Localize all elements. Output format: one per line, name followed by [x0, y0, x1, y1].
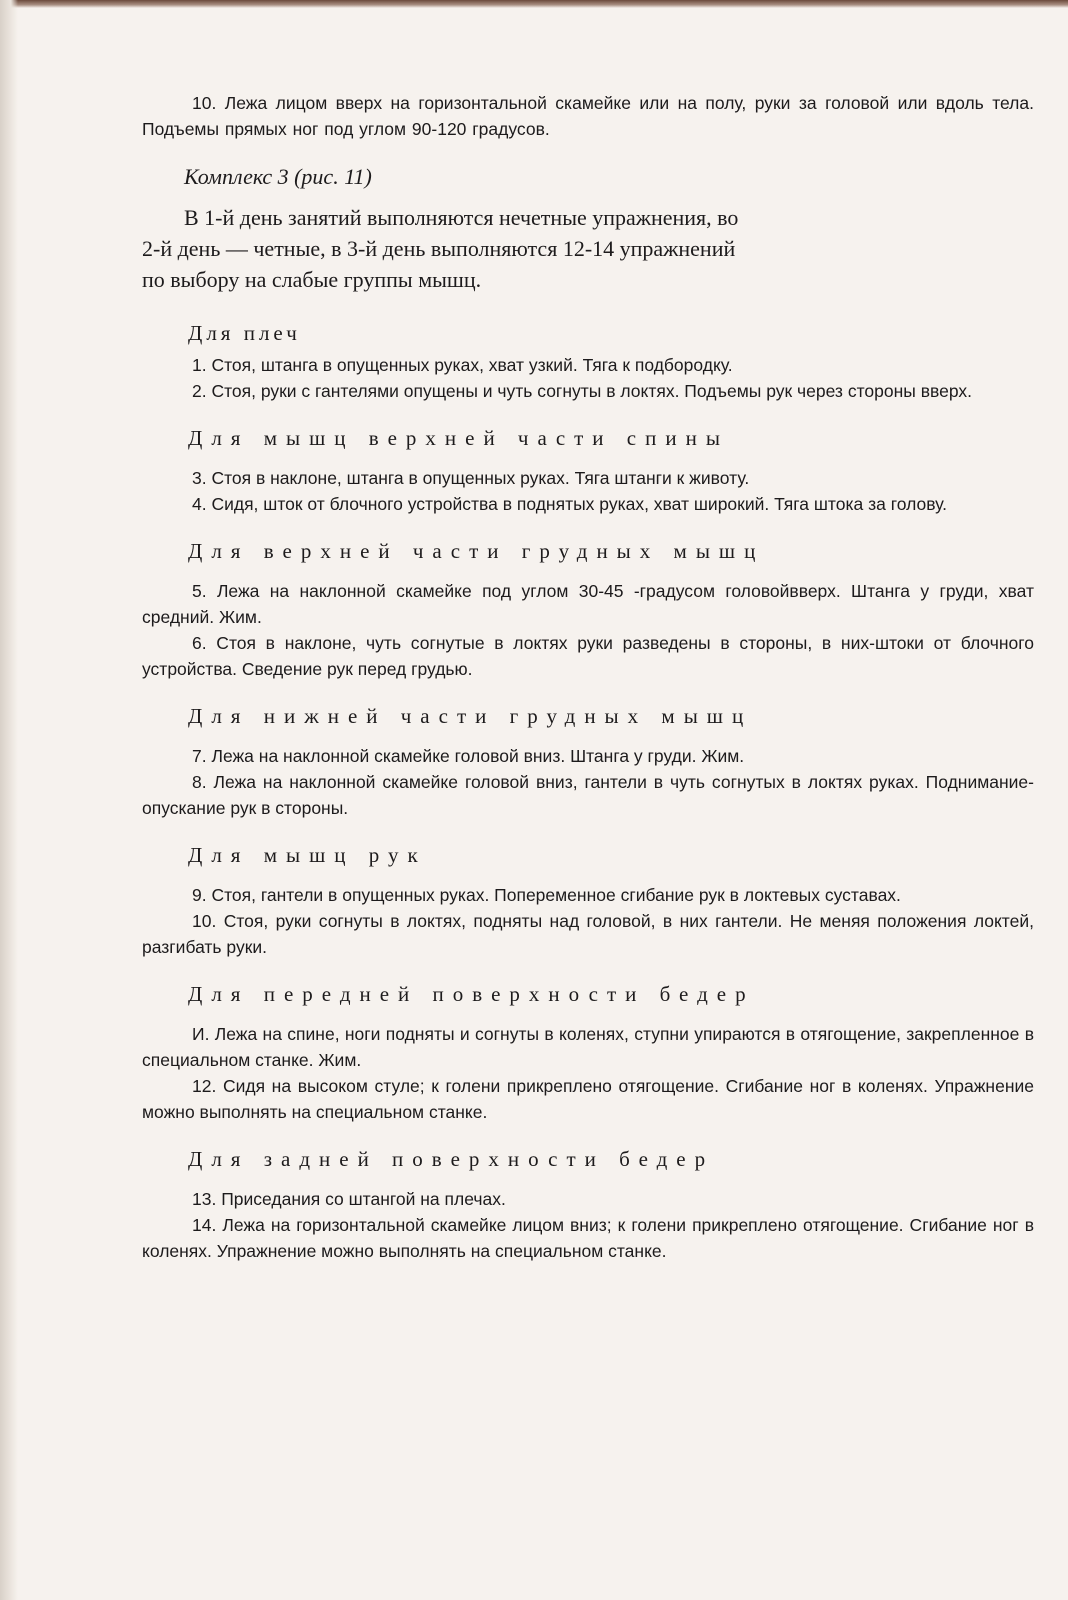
- section-title-upper-back: Для мышц верхней части спины: [188, 426, 729, 450]
- intro-exercise: 10. Лежа лицом вверх на горизонтальной скамейке или на полу, руки за головой или вдоль тела. Подъемы прямых ног под углом 90-120 градусов.: [142, 93, 1034, 139]
- exercise-item: 4. Сидя, шток от блочного устройства в поднятых руках, хват широкий. Тяга штока за голову.: [192, 494, 947, 514]
- exercise-item: 7. Лежа на наклонной скамейке головой вниз. Штанга у груди. Жим.: [192, 746, 745, 766]
- complex-intro-line: по выбору на слабые группы мышц.: [142, 267, 482, 292]
- exercise-item: И. Лежа на спине, ноги подняты и согнуты в коленях, ступни упираются в отягощение, закрепленное в специальном станке. Жим.: [142, 1024, 1034, 1070]
- page-top-edge: [0, 0, 1068, 8]
- complex-intro: [142, 202, 862, 295]
- complex-title: Комплекс 3 (рис. 11): [184, 164, 372, 189]
- section-title-arms: Для мышц рук: [188, 843, 427, 867]
- exercise-item: 2. Стоя, руки с гантелями опущены и чуть согнуты в локтях. Подъемы рук через стороны вверх.: [192, 381, 972, 401]
- complex-intro-line: 2-й день — четные, в 3-й день выполняются 12-14 упражнений: [142, 236, 736, 261]
- exercise-item: 9. Стоя, гантели в опущенных руках. Попеременное сгибание рук в локтевых суставах.: [192, 885, 901, 905]
- exercise-item: 12. Сидя на высоком стуле; к голени прикреплено отягощение. Сгибание ног в коленях. Упражнение можно выполнять на специальном станке.: [142, 1076, 1034, 1122]
- exercise-item: 14. Лежа на горизонтальной скамейке лицом вниз; к голени прикреплено отягощение. Сгибание ног в коленях. Упражнение можно выполнять на специальном станке.: [142, 1215, 1034, 1261]
- exercise-item: 8. Лежа на наклонной скамейке головой вниз, гантели в чуть согнутых в локтях руках. Поднимание-опускание рук в стороны.: [142, 772, 1034, 818]
- exercise-item: 1. Стоя, штанга в опущенных руках, хват узкий. Тяга к подбородку.: [192, 355, 733, 375]
- page-left-edge: [0, 0, 18, 1600]
- exercise-item: 5. Лежа на наклонной скамейке под углом 30-45 -градусом головойвверх. Штанга у груди, хват средний. Жим.: [142, 581, 1034, 627]
- section-title-upper-chest: Для верхней части грудных мышц: [188, 539, 765, 563]
- section-title-back-thigh: Для задней поверхности бедер: [188, 1147, 715, 1171]
- document-page: [142, 90, 1034, 1264]
- section-title-shoulders: Для плеч: [188, 321, 301, 345]
- exercise-item: 10. Стоя, руки согнуты в локтях, подняты над головой, в них гантели. Не меняя положения локтей, разгибать руки.: [142, 911, 1034, 957]
- section-title-front-thigh: Для передней поверхности бедер: [188, 982, 755, 1006]
- exercise-item: 13. Приседания со штангой на плечах.: [192, 1189, 506, 1209]
- complex-intro-line: В 1-й день занятий выполняются нечетные упражнения, во: [184, 205, 739, 230]
- exercise-item: 3. Стоя в наклоне, штанга в опущенных руках. Тяга штанги к животу.: [192, 468, 750, 488]
- exercise-item: 6. Стоя в наклоне, чуть согнутые в локтях руки разведены в стороны, в них-штоки от блочного устройства. Сведение рук перед грудью.: [142, 633, 1034, 679]
- section-title-lower-chest: Для нижней части грудных мышц: [188, 704, 753, 728]
